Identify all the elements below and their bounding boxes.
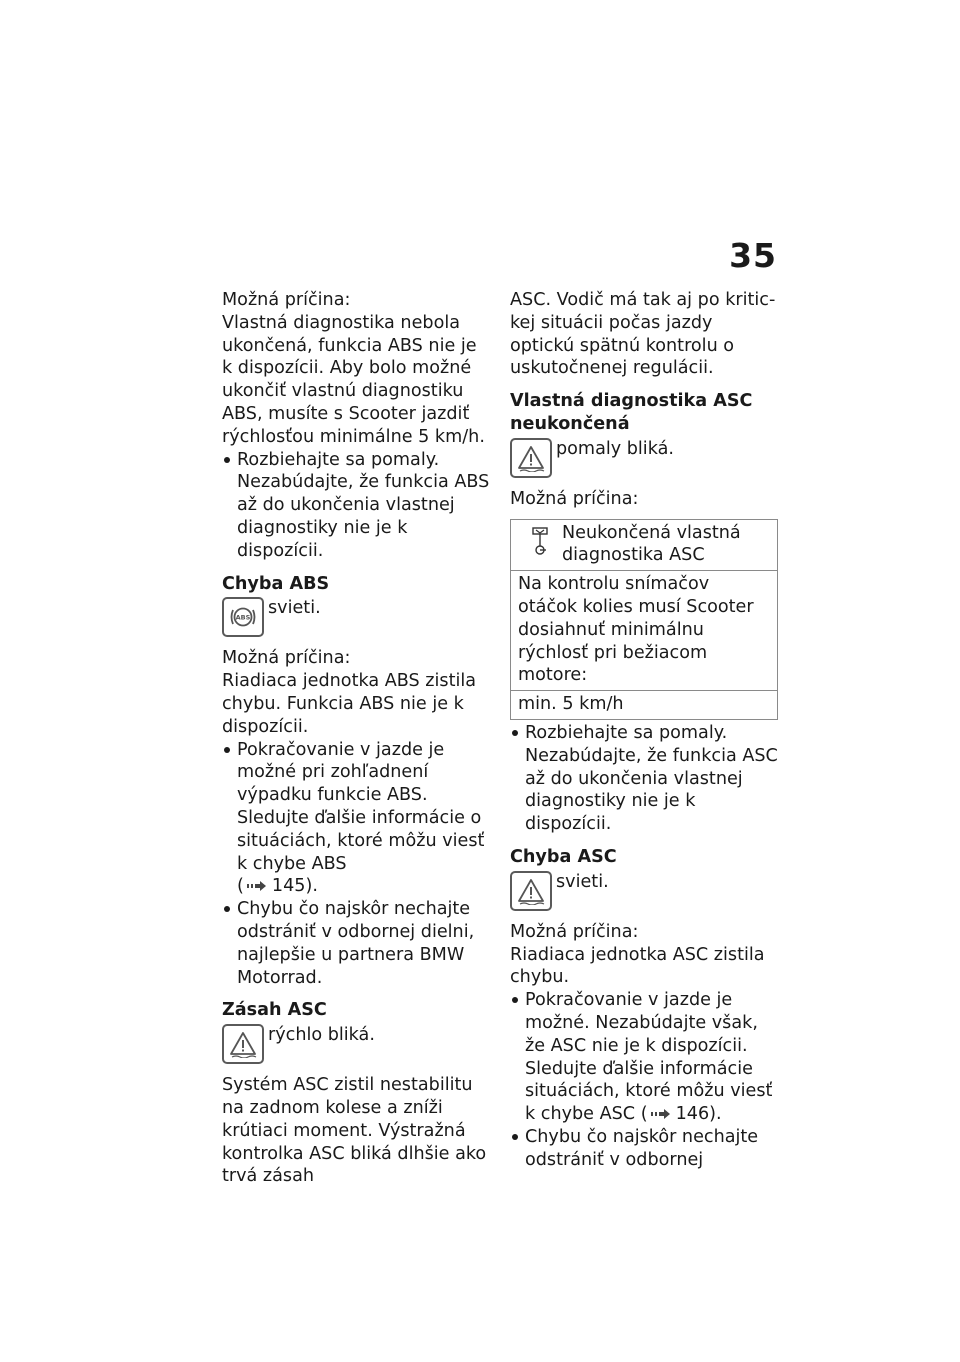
bullet-list [510,722,778,836]
continuation-text: ASC. Vodič má tak aj po kritickej situácii počas jazdy optickú spätnú kontrolu o uskutočnenej regulácii. [510,290,776,379]
cause-label: Možná príčina: [222,648,351,669]
right-column [510,289,778,1172]
bullet-text: Pokračovanie v jazde je možné. Nezabúdajte však, že ASC nie je k dispozícii. Sledujte ďalšie informácie situáciách, ktoré môžu viesť k chybe ASC [525,990,773,1125]
page-reference-arrow-icon [651,1108,673,1120]
abs-lamp-row [222,597,490,637]
asc-selfdiag-heading: Vlastná diagnostika ASC neukončená [510,391,753,434]
page-number: 35 [729,236,777,275]
bullet-item [510,989,778,1126]
asc-warning-icon [510,438,552,478]
bullet-item: Chybu čo najskôr nechajte odstrániť v odbornej [510,1126,778,1172]
asc-intervention-text: Systém ASC zistil nestabilitu na zadnom kolese a zníži krútiaci moment. Výstražná kontrolka ASC bliká dlhšie ako trvá zásah [222,1075,487,1187]
asc-fault-heading: Chyba ASC [510,846,617,867]
asc-warning-icon [510,871,552,911]
cause-label: Možná príčina: [222,290,351,310]
abs-fault-heading: Chyba ABS [222,573,330,594]
engine-speed-icon [518,522,562,568]
asc-warning-icon [222,1024,264,1064]
page-reference[interactable]: 145). [271,876,318,897]
bullet-text: Pokračovanie v jazde je možné pri zohľadnení výpadku funkcie ABS. Sledujte ďalšie informácie o situáciách, ktoré môžu viesť k chybe ABS [237,739,485,874]
page-ref-open: ( [237,876,244,897]
page-reference[interactable]: 146). [675,1104,722,1125]
page-reference-arrow-icon [247,880,269,892]
asc-lamp-row [222,1024,490,1064]
asc-fault-status: svieti. [556,871,609,892]
cause-text: Vlastná diagnostika nebola ukončená, funkcia ABS nie je k dispozícii. Aby bolo možné ukončiť vlastnú diagnostiku ABS, musíte s Scooter jazdiť rýchlosťou minimálne 5 km/h. [222,312,485,447]
left-column [222,289,490,1188]
bullet-item [222,739,490,899]
abs-fault-status: svieti. [268,598,321,619]
condition-table-row: min. 5 km/h [511,691,778,720]
bullet-item: Rozbiehajte sa pomaly. Nezabúdajte, že funkcia ABS až do ukončenia vlastnej diagnostiky nie je k dispozícii. [222,449,490,563]
bullet-list [222,449,490,563]
page-ref-open: ( [640,1104,648,1125]
bullet-list [510,989,778,1171]
asc-intervention-heading: Zásah ASC [222,1000,327,1021]
svg-text:ABS: ABS [235,613,251,622]
asc-intervention-status: rýchlo bliká. [268,1025,375,1046]
abs-warning-icon [222,597,264,637]
asc-selfdiag-status: pomaly bliká. [556,438,674,459]
condition-table-title: Neukončená vlastná diagnostika ASC [562,522,741,566]
condition-table-header [511,519,778,571]
asc-fault-lamp-row [510,871,778,911]
cause-text: Riadiaca jednotka ABS zistila chybu. Funkcia ABS nie je k dispozícii. [222,671,477,737]
bullet-list [222,739,490,990]
cause-label: Možná príčina: [510,921,639,942]
bullet-item: Rozbiehajte sa pomaly. Nezabúdajte, že funkcia ASC až do ukončenia vlastnej diagnostiky nie je k dispozícii. [510,722,778,836]
condition-table [510,519,778,720]
cause-text: Riadiaca jednotka ASC zistila chybu. [510,944,765,988]
cause-label: Možná príčina: [510,488,639,509]
condition-table-row: Na kontrolu snímačov otáčok kolies musí Scooter dosiahnuť minimálnu rýchlosť pri bežiacom motore: [511,571,778,691]
bullet-item: Chybu čo najskôr nechajte odstrániť v odbornej dielni, najlepšie u partnera BMW Motorrad. [222,898,490,989]
asc-selfdiag-lamp-row [510,438,778,478]
